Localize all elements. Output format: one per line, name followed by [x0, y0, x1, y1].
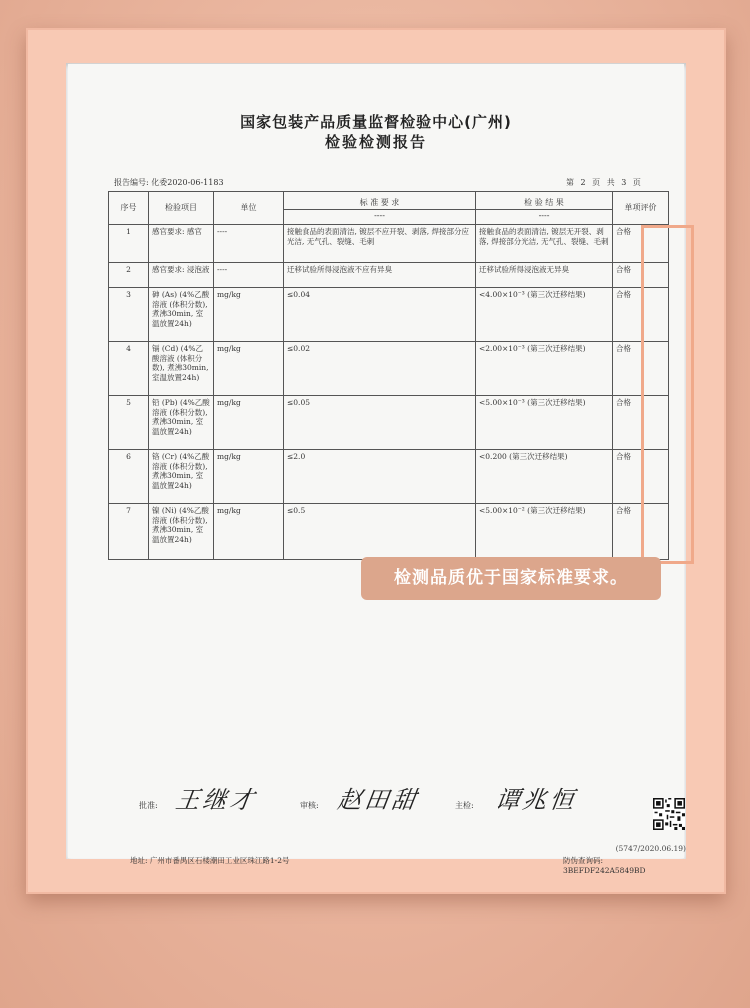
row-seq: 2: [109, 263, 149, 288]
table-row: [109, 288, 669, 342]
row-result: <5.00×10⁻² (第三次迁移结果): [476, 504, 613, 560]
table-header-row: [109, 192, 669, 225]
row-unit: mg/kg: [214, 342, 284, 396]
anti-fake-code: 防伪查询码: 3BEFDF242A5849BD: [563, 856, 646, 875]
table-row: [109, 396, 669, 450]
picture-frame: [26, 28, 726, 894]
approve-label: 批准:: [139, 801, 158, 810]
row-unit: mg/kg: [214, 396, 284, 450]
row-eval: 合格: [613, 288, 669, 342]
header-unit: 单位: [214, 192, 284, 225]
row-result: <4.00×10⁻³ (第三次迁移结果): [476, 288, 613, 342]
row-seq: 4: [109, 342, 149, 396]
header-standard-sub: ----: [284, 209, 475, 221]
report-paper: [68, 64, 686, 875]
table-row: [109, 450, 669, 504]
row-result: <2.00×10⁻³ (第三次迁移结果): [476, 342, 613, 396]
quality-callout-banner: 检测品质优于国家标准要求。: [361, 557, 661, 600]
row-unit: ----: [214, 225, 284, 263]
header-seq: 序号: [109, 192, 149, 225]
row-unit: mg/kg: [214, 504, 284, 560]
qr-code-icon: [653, 798, 685, 830]
row-unit: ----: [214, 263, 284, 288]
header-eval: 单项评价: [613, 192, 669, 225]
row-result: <0.200 (第三次迁移结果): [476, 450, 613, 504]
row-item: 感官要求: 浸泡液: [149, 263, 214, 288]
row-seq: 1: [109, 225, 149, 263]
page-info: 第 2 页 共 3 页: [566, 178, 641, 187]
table-row: [109, 342, 669, 396]
header-result: [476, 192, 613, 225]
row-item: 感官要求: 感官: [149, 225, 214, 263]
row-unit: mg/kg: [214, 450, 284, 504]
row-item: 镍 (Ni) (4%乙酸溶液 (体积分数), 煮沸30min, 室温放置24h): [149, 504, 214, 560]
row-seq: 3: [109, 288, 149, 342]
row-eval: 合格: [613, 225, 669, 263]
row-eval: 合格: [613, 504, 669, 560]
row-eval: 合格: [613, 396, 669, 450]
header-item: 检验项目: [149, 192, 214, 225]
row-result: 接触食品的表面清洁, 镀层无开裂、剥落, 焊接部分光洁, 无气孔、裂缝、毛刺: [476, 225, 613, 263]
row-standard: 接触食品的表面清洁, 镀层不应开裂、剥落, 焊接部分应光洁, 无气孔、裂缝、毛刺: [284, 225, 476, 263]
review-signature: 赵田甜: [335, 786, 421, 814]
row-standard: ≤0.5: [284, 504, 476, 560]
header-result-sub: ----: [476, 209, 612, 221]
table-row: [109, 504, 669, 560]
row-eval: 合格: [613, 263, 669, 288]
row-standard: ≤2.0: [284, 450, 476, 504]
address: 地址: 广州市番禺区石楼潮田工业区珠江路1-2号: [130, 856, 290, 865]
header-standard-label: 标 准 要 求: [359, 197, 400, 207]
report-title-line2: 检验检测报告: [324, 133, 427, 151]
row-standard: ≤0.02: [284, 342, 476, 396]
report-code: (5747/2020.06.19): [615, 844, 686, 853]
row-result: 迁移试验所得浸泡液无异臭: [476, 263, 613, 288]
report-title-line1: 国家包装产品质量监督检验中心(广州): [240, 113, 512, 131]
row-seq: 6: [109, 450, 149, 504]
row-item: 镉 (Cd) (4%乙酸溶液 (体积分数), 煮沸30min, 室温放置24h): [149, 342, 214, 396]
main-inspector-label: 主检:: [455, 801, 474, 810]
header-result-label: 检 验 结 果: [524, 197, 564, 207]
report-table: [108, 191, 669, 560]
row-seq: 7: [109, 504, 149, 560]
approve-signature: 王继才: [173, 786, 259, 814]
row-unit: mg/kg: [214, 288, 284, 342]
row-item: 砷 (As) (4%乙酸溶液 (体积分数), 煮沸30min, 室温放置24h): [149, 288, 214, 342]
table-row: [109, 225, 669, 263]
row-item: 铅 (Pb) (4%乙酸溶液 (体积分数), 煮沸30min, 室温放置24h): [149, 396, 214, 450]
review-label: 审核:: [300, 801, 319, 810]
report-number: 报告编号: 化委2020-06-1183: [114, 178, 224, 187]
header-standard: [284, 192, 476, 225]
row-eval: 合格: [613, 342, 669, 396]
row-standard: 迁移试验所得浸泡液不应有异臭: [284, 263, 476, 288]
row-standard: ≤0.05: [284, 396, 476, 450]
row-eval: 合格: [613, 450, 669, 504]
row-standard: ≤0.04: [284, 288, 476, 342]
row-result: <5.00×10⁻³ (第三次迁移结果): [476, 396, 613, 450]
main-inspector-signature: 谭兆恒: [493, 786, 579, 814]
table-row: [109, 263, 669, 288]
row-seq: 5: [109, 396, 149, 450]
row-item: 铬 (Cr) (4%乙酸溶液 (体积分数), 煮沸30min, 室温放置24h): [149, 450, 214, 504]
